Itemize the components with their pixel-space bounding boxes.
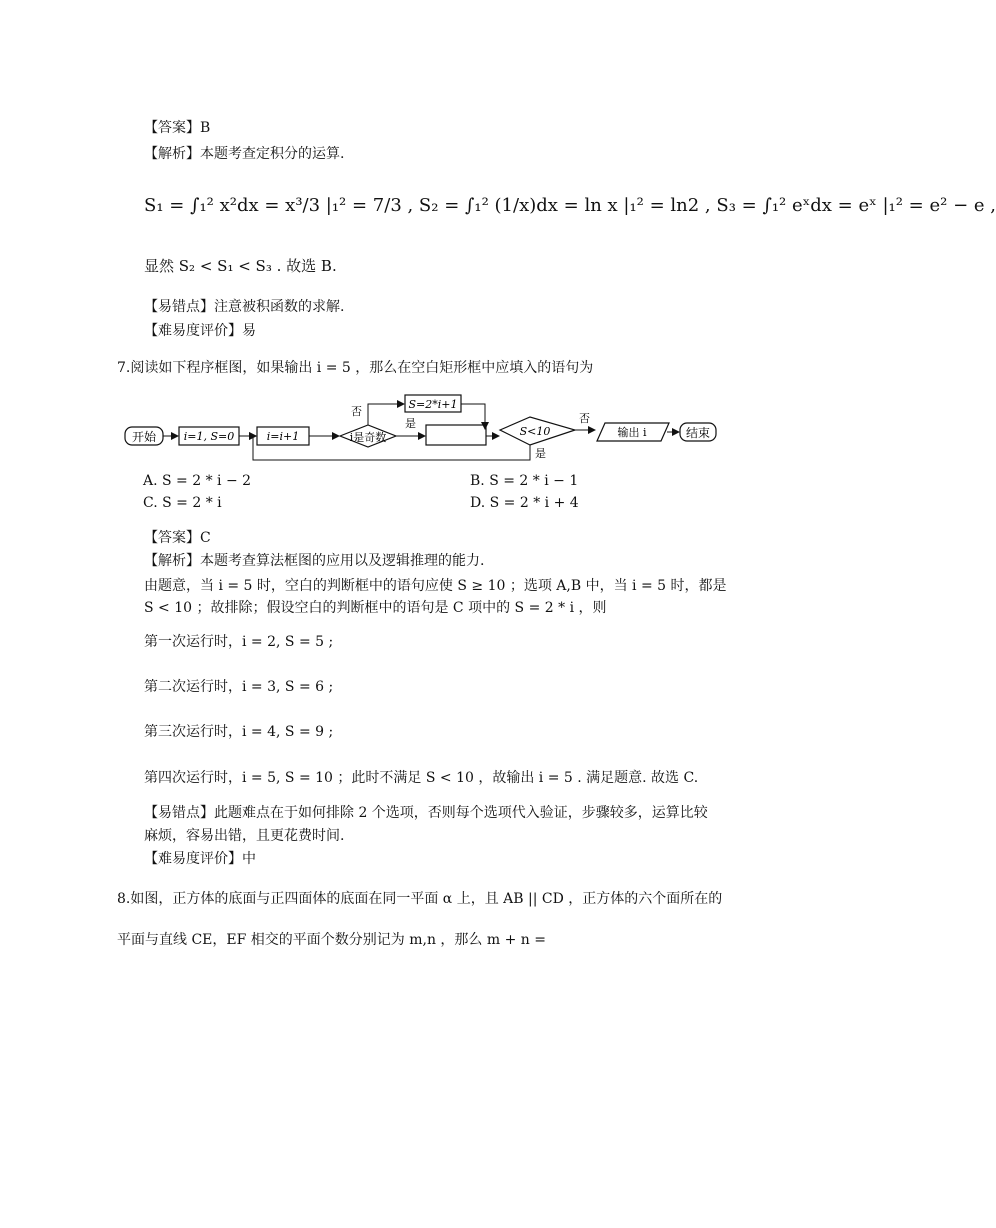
q6-analysis: 【解析】本题考查定积分的运算. (144, 146, 345, 162)
flow-no-label: 否 (351, 405, 362, 418)
q7-flowchart (123, 389, 723, 465)
flow-yes-label-2: 是 (535, 447, 546, 460)
q7-analysis: 【解析】本题考查算法框图的应用以及逻辑推理的能力. (144, 553, 485, 569)
flow-yes-label: 是 (405, 417, 416, 430)
flow-decision-odd-label: i是奇数 (349, 431, 387, 444)
flow-init-label: i=1, S=0 (183, 430, 235, 443)
q6-conclusion: 显然 S₂ < S₁ < S₃ . 故选 B. (144, 257, 337, 275)
flow-decision-s-label: S<10 (519, 425, 551, 438)
q7-option-a: A. S = 2 * i − 2 (143, 473, 252, 489)
q7-run-3: 第三次运行时，i = 4, S = 9 ; (144, 724, 334, 740)
q8-stem-line-2: 平面与直线 CE，EF 相交的平面个数分别记为 m,n ，那么 m + n = (117, 932, 546, 948)
flow-blank-box (426, 425, 486, 445)
flow-no-label-2: 否 (579, 412, 590, 425)
q7-pitfall-line-1: 【易错点】此题难点在于如何排除 2 个选项，否则每个选项代入验证，步骤较多，运算比较 (144, 805, 708, 821)
q7-reasoning-line-2: S < 10 ；故排除；假设空白的判断框中的语句是 C 项中的 S = 2 * i ，则 (144, 600, 607, 616)
q7-stem: 7.阅读如下程序框图，如果输出 i = 5 ，那么在空白矩形框中应填入的语句为 (117, 360, 594, 376)
q6-pitfall: 【易错点】注意被积函数的求解. (144, 299, 345, 315)
q7-run-1: 第一次运行时，i = 2, S = 5 ; (144, 634, 334, 650)
q7-option-d: D. S = 2 * i + 4 (470, 495, 579, 511)
q7-run-4: 第四次运行时，i = 5, S = 10 ；此时不满足 S < 10 ，故输出 i = 5 . 满足题意. 故选 C. (144, 770, 699, 786)
flow-output-label: 输出 i (617, 426, 647, 439)
q6-difficulty: 【难易度评价】易 (144, 323, 256, 339)
flow-top-box-label: S=2*i+1 (408, 398, 458, 411)
q7-reasoning-line-1: 由题意，当 i = 5 时，空白的判断框中的语句应使 S ≥ 10 ；选项 A,B 中，当 i = 5 时，都是 (144, 578, 727, 594)
flow-end-label: 结束 (685, 426, 711, 440)
q7-run-2: 第二次运行时，i = 3, S = 6 ; (144, 679, 334, 695)
q8-stem-line-1: 8.如图，正方体的底面与正四面体的底面在同一平面 α 上，且 AB || CD ，正方体的六个面所在的 (117, 891, 723, 907)
q7-answer: 【答案】C (144, 530, 211, 546)
flow-increment-label: i=i+1 (266, 430, 300, 443)
q7-option-c: C. S = 2 * i (143, 495, 222, 511)
q7-difficulty: 【难易度评价】中 (144, 851, 256, 867)
q6-answer: 【答案】B (144, 120, 211, 136)
q6-integral-formula: S₁ = ∫₁² x²dx = x³/3 |₁² = 7/3 , S₂ = ∫₁² (1/x)dx = ln x |₁² = ln2 , S₃ = ∫₁² eˣdx = eˣ |₁² = e² − e , (144, 195, 996, 216)
q7-option-b: B. S = 2 * i − 1 (470, 473, 579, 489)
flow-start-label: 开始 (131, 430, 157, 444)
q7-pitfall-line-2: 麻烦，容易出错，且更花费时间. (144, 828, 345, 844)
